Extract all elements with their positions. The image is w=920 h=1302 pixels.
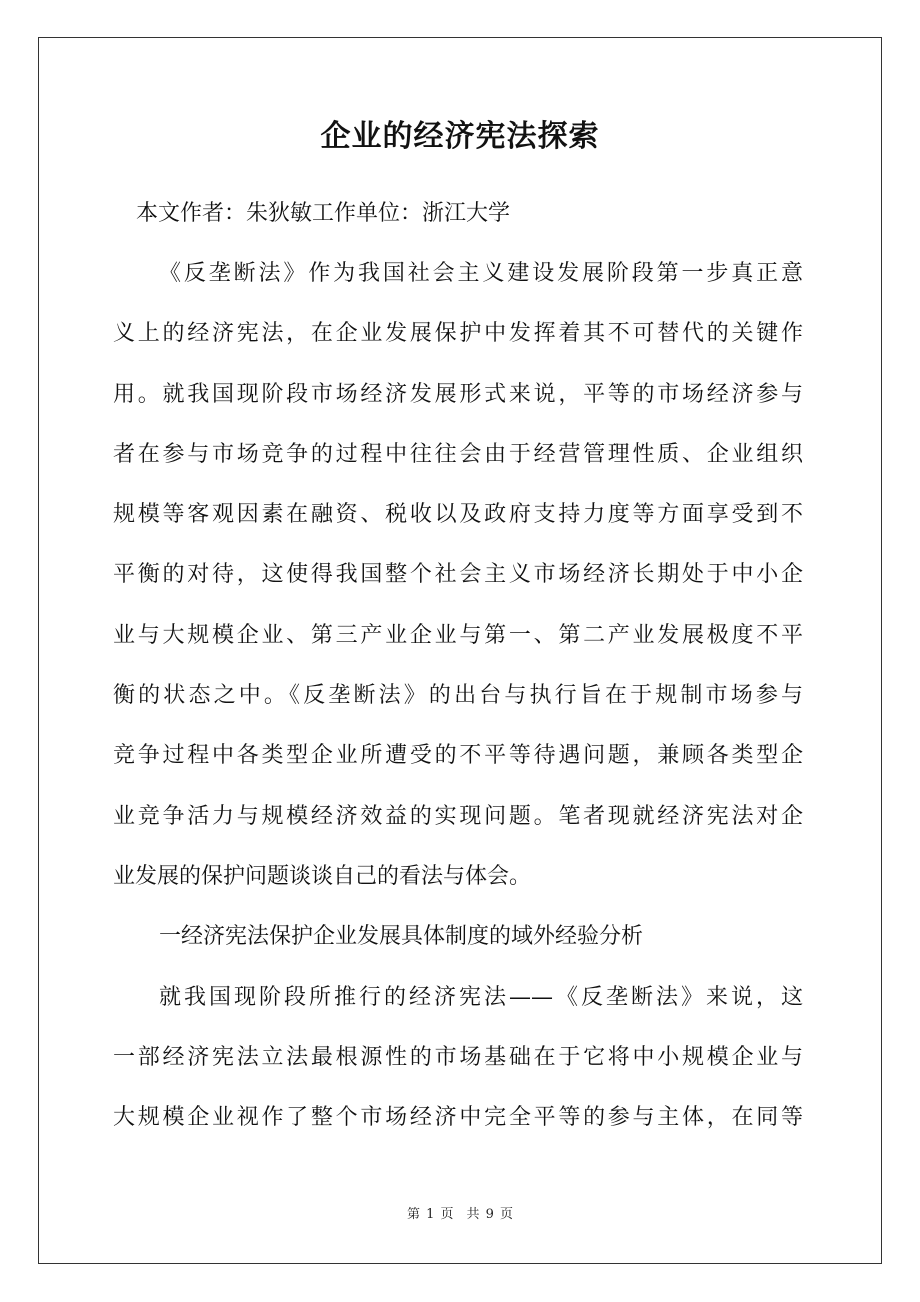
page-number-footer: 第 1 页 共 9 页: [406, 1207, 514, 1222]
paragraph-line: 业与大规模企业、第三产业企业与第一、第二产业发展极度不平: [113, 622, 803, 648]
paragraph-line: 义上的经济宪法，在企业发展保护中发挥着其不可替代的关键作: [113, 321, 803, 347]
paragraph-line: 用。就我国现阶段市场经济发展形式来说，平等的市场经济参与: [113, 381, 803, 407]
paragraph-line: 《反垄断法》作为我国社会主义建设发展阶段第一步真正意: [159, 261, 803, 286]
paragraph-line: 竞争过程中各类型企业所遭受的不平等待遇问题，兼顾各类型企: [113, 743, 803, 769]
paragraph-line: 业竞争活力与规模经济效益的实现问题。笔者现就经济宪法对企: [113, 803, 803, 829]
paragraph-line: 者在参与市场竞争的过程中往往会由于经营管理性质、企业组织: [113, 441, 803, 467]
document-body: [113, 252, 803, 1156]
paragraph-line: 业发展的保护问题谈谈自己的看法与体会。: [113, 863, 532, 889]
paragraph-line: 就我国现阶段所推行的经济宪法——《反垄断法》来说，这: [159, 984, 803, 1010]
paragraph-line: 大规模企业视作了整个市场经济中完全平等的参与主体，在同等: [113, 1105, 803, 1131]
section-heading: 一经济宪法保护企业发展具体制度的域外经验分析: [159, 924, 644, 950]
author-line: 本文作者：朱狄敏工作单位：浙江大学: [136, 201, 511, 226]
paragraph-line: 规模等客观因素在融资、税收以及政府支持力度等方面享受到不: [113, 502, 803, 528]
paragraph-line: 平衡的对待，这使得我国整个社会主义市场经济长期处于中小企: [113, 562, 803, 588]
paragraph-line: 一部经济宪法立法最根源性的市场基础在于它将中小规模企业与: [113, 1044, 803, 1070]
document-title: 企业的经济宪法探索: [320, 119, 600, 154]
paragraph-line: 衡的状态之中。《反垄断法》的出台与执行旨在于规制市场参与: [113, 683, 803, 709]
